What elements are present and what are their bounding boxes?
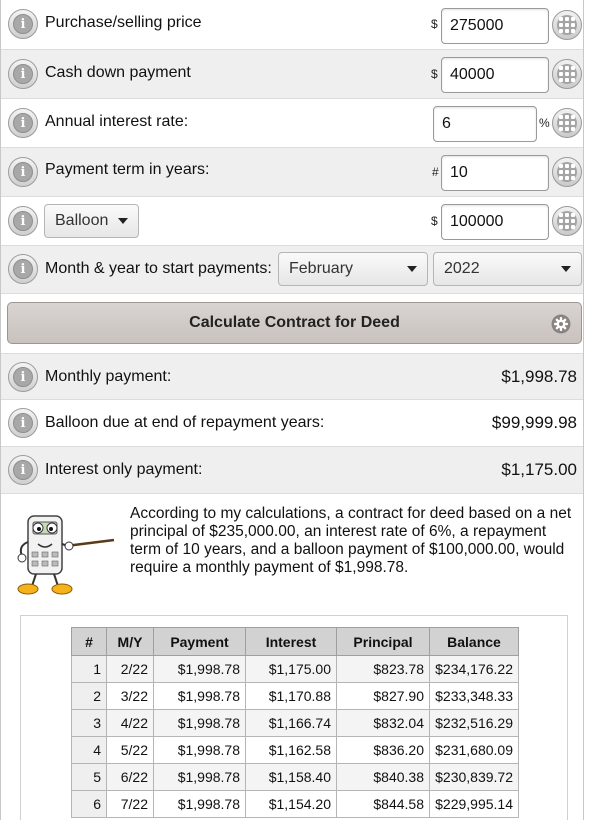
cell: $1,998.78 xyxy=(154,656,246,683)
table-row xyxy=(72,710,519,737)
chevron-down-icon xyxy=(407,266,417,272)
cell: 2/22 xyxy=(107,656,154,683)
calculator-mascot-icon xyxy=(14,506,118,598)
result-value: $1,175.00 xyxy=(501,460,577,479)
calculate-button-label: Calculate Contract for Deed xyxy=(189,314,400,331)
cell: $231,680.09 xyxy=(430,737,519,764)
start-year-value: 2022 xyxy=(444,260,480,277)
result-label: Interest only payment: xyxy=(45,461,203,478)
calculator-icon[interactable] xyxy=(552,108,582,138)
col-header: Principal xyxy=(337,628,430,656)
cell: $1,998.78 xyxy=(154,737,246,764)
chevron-down-icon xyxy=(118,218,128,224)
cell: 1 xyxy=(72,656,107,683)
rate-suffix: % xyxy=(539,116,550,130)
down-payment-label: Cash down payment xyxy=(45,64,191,81)
info-icon[interactable]: i xyxy=(8,362,38,392)
cell: 7/22 xyxy=(107,791,154,818)
cell: $836.20 xyxy=(337,737,430,764)
table-row xyxy=(72,656,519,683)
price-label: Purchase/selling price xyxy=(45,14,202,31)
term-label: Payment term in years: xyxy=(45,161,210,178)
table-row xyxy=(72,737,519,764)
down-prefix: $ xyxy=(431,67,438,81)
cell: $1,158.40 xyxy=(246,764,337,791)
table-row xyxy=(72,683,519,710)
start-year-select[interactable] xyxy=(433,252,582,286)
row-term xyxy=(1,148,583,197)
cell: $1,162.58 xyxy=(246,737,337,764)
balloon-input[interactable] xyxy=(441,204,549,240)
start-month-select[interactable] xyxy=(278,252,428,286)
right-border xyxy=(583,0,584,820)
payment-type-value: Balloon xyxy=(55,212,109,229)
row-interest-rate xyxy=(1,99,583,148)
gear-icon[interactable] xyxy=(551,314,571,334)
col-header: Payment xyxy=(154,628,246,656)
cell: $823.78 xyxy=(337,656,430,683)
calculator-icon[interactable] xyxy=(552,10,582,40)
cell: 6 xyxy=(72,791,107,818)
cell: $233,348.33 xyxy=(430,683,519,710)
info-icon[interactable]: i xyxy=(8,108,38,138)
interest-rate-label: Annual interest rate: xyxy=(45,113,189,130)
result-label: Monthly payment: xyxy=(45,368,172,385)
row-price xyxy=(1,0,583,50)
info-icon[interactable]: i xyxy=(8,206,38,236)
info-icon[interactable]: i xyxy=(8,157,38,187)
price-prefix: $ xyxy=(431,17,438,31)
price-input[interactable] xyxy=(441,8,549,44)
cell: $1,154.20 xyxy=(246,791,337,818)
result-balloon xyxy=(1,400,583,447)
term-prefix: # xyxy=(432,165,439,179)
down-payment-input[interactable] xyxy=(441,57,549,93)
result-monthly xyxy=(1,353,583,400)
info-icon[interactable]: i xyxy=(8,9,38,39)
cell: $229,995.14 xyxy=(430,791,519,818)
cell: $1,175.00 xyxy=(246,656,337,683)
cell: 4 xyxy=(72,737,107,764)
cell: $1,166.74 xyxy=(246,710,337,737)
cell: 5 xyxy=(72,764,107,791)
col-header: Balance xyxy=(430,628,519,656)
cell: $1,998.78 xyxy=(154,764,246,791)
cell: 4/22 xyxy=(107,710,154,737)
cell: $1,998.78 xyxy=(154,791,246,818)
cell: $1,998.78 xyxy=(154,683,246,710)
start-month-value: February xyxy=(289,260,354,277)
row-start-date xyxy=(1,246,583,294)
cell: 3 xyxy=(72,710,107,737)
cell: 2 xyxy=(72,683,107,710)
info-icon[interactable]: i xyxy=(8,455,38,485)
cell: $232,516.29 xyxy=(430,710,519,737)
table-row xyxy=(72,791,519,818)
cell: $827.90 xyxy=(337,683,430,710)
info-icon[interactable]: i xyxy=(8,408,38,438)
result-interest-only xyxy=(1,447,583,494)
row-down-payment xyxy=(1,50,583,99)
info-icon[interactable]: i xyxy=(8,254,38,284)
chevron-down-icon xyxy=(561,266,571,272)
amortization-table xyxy=(71,627,519,818)
calculator-icon[interactable] xyxy=(552,59,582,89)
cell: $844.58 xyxy=(337,791,430,818)
cell: $230,839.72 xyxy=(430,764,519,791)
cell: $1,998.78 xyxy=(154,710,246,737)
interest-rate-input[interactable] xyxy=(433,106,537,142)
term-input[interactable] xyxy=(441,155,549,191)
balloon-prefix: $ xyxy=(431,214,438,228)
table-header-row xyxy=(72,628,519,656)
result-label: Balloon due at end of repayment years: xyxy=(45,414,325,431)
cell: $234,176.22 xyxy=(430,656,519,683)
calculator-icon[interactable] xyxy=(552,157,582,187)
cell: 3/22 xyxy=(107,683,154,710)
row-balloon xyxy=(1,197,583,246)
col-header: # xyxy=(72,628,107,656)
calculate-button[interactable] xyxy=(7,302,582,344)
col-header: M/Y xyxy=(107,628,154,656)
calculator-icon[interactable] xyxy=(552,206,582,236)
cell: $1,170.88 xyxy=(246,683,337,710)
info-icon[interactable]: i xyxy=(8,59,38,89)
cell: $832.04 xyxy=(337,710,430,737)
cell: $840.38 xyxy=(337,764,430,791)
col-header: Interest xyxy=(246,628,337,656)
start-date-label: Month & year to start payments: xyxy=(45,260,272,277)
result-value: $99,999.98 xyxy=(491,413,577,432)
result-value: $1,998.78 xyxy=(501,367,577,386)
payment-type-select[interactable] xyxy=(44,204,139,238)
cell: 6/22 xyxy=(107,764,154,791)
table-row xyxy=(72,764,519,791)
explanation-text: According to my calculations, a contract for deed based on a net principal of $235,000.00, an interest rate of 6%, a repayment term of 10 years, and a balloon payment of $100,000.00, would require a monthly payment of $1,998.78. xyxy=(130,505,572,576)
cell: 5/22 xyxy=(107,737,154,764)
